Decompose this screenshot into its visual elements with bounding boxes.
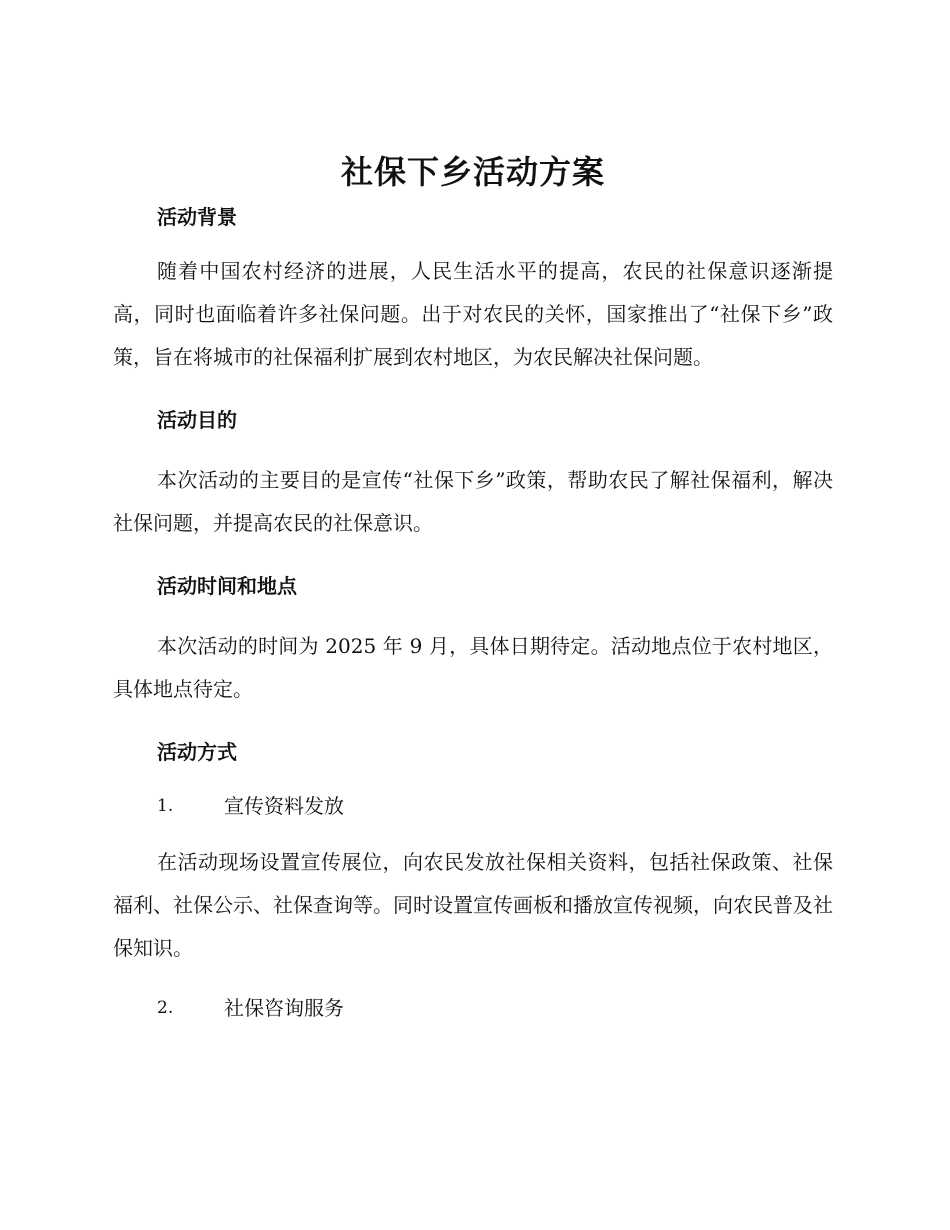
section-heading-purpose: 活动目的 bbox=[157, 408, 237, 432]
list-item-title: 宣传资料发放 bbox=[224, 794, 344, 818]
method-list-item bbox=[113, 791, 833, 821]
method-item-paragraph: 在活动现场设置宣传展位，向农民发放社保相关资料，包括社保政策、社保福利、社保公示、社保查询等。同时设置宣传画板和播放宣传视频，向农民普及社保知识。 bbox=[113, 850, 833, 960]
method-list-item bbox=[113, 993, 833, 1023]
list-number: 1. bbox=[157, 796, 174, 816]
section-paragraph-background: 随着中国农村经济的进展，人民生活水平的提高，农民的社保意识逐渐提高，同时也面临着许多社保问题。出于对农民的关怀，国家推出了“社保下乡”政策，旨在将城市的社保福利扩展到农村地区，为农民解决社保问题。 bbox=[113, 259, 833, 369]
section-heading-method: 活动方式 bbox=[157, 740, 237, 764]
section-heading-background: 活动背景 bbox=[157, 205, 237, 229]
section-heading-time-place: 活动时间和地点 bbox=[157, 574, 297, 598]
document-title: 社保下乡活动方案 bbox=[340, 153, 605, 191]
list-item-title: 社保咨询服务 bbox=[224, 996, 344, 1020]
list-number: 2. bbox=[157, 998, 174, 1018]
section-paragraph-purpose: 本次活动的主要目的是宣传“社保下乡”政策，帮助农民了解社保福利，解决社保问题，并提高农民的社保意识。 bbox=[113, 468, 833, 535]
section-paragraph-time-place: 本次活动的时间为 2025 年 9 月，具体日期待定。活动地点位于农村地区，具体地点待定。 bbox=[113, 634, 833, 701]
document-body bbox=[113, 148, 833, 1023]
